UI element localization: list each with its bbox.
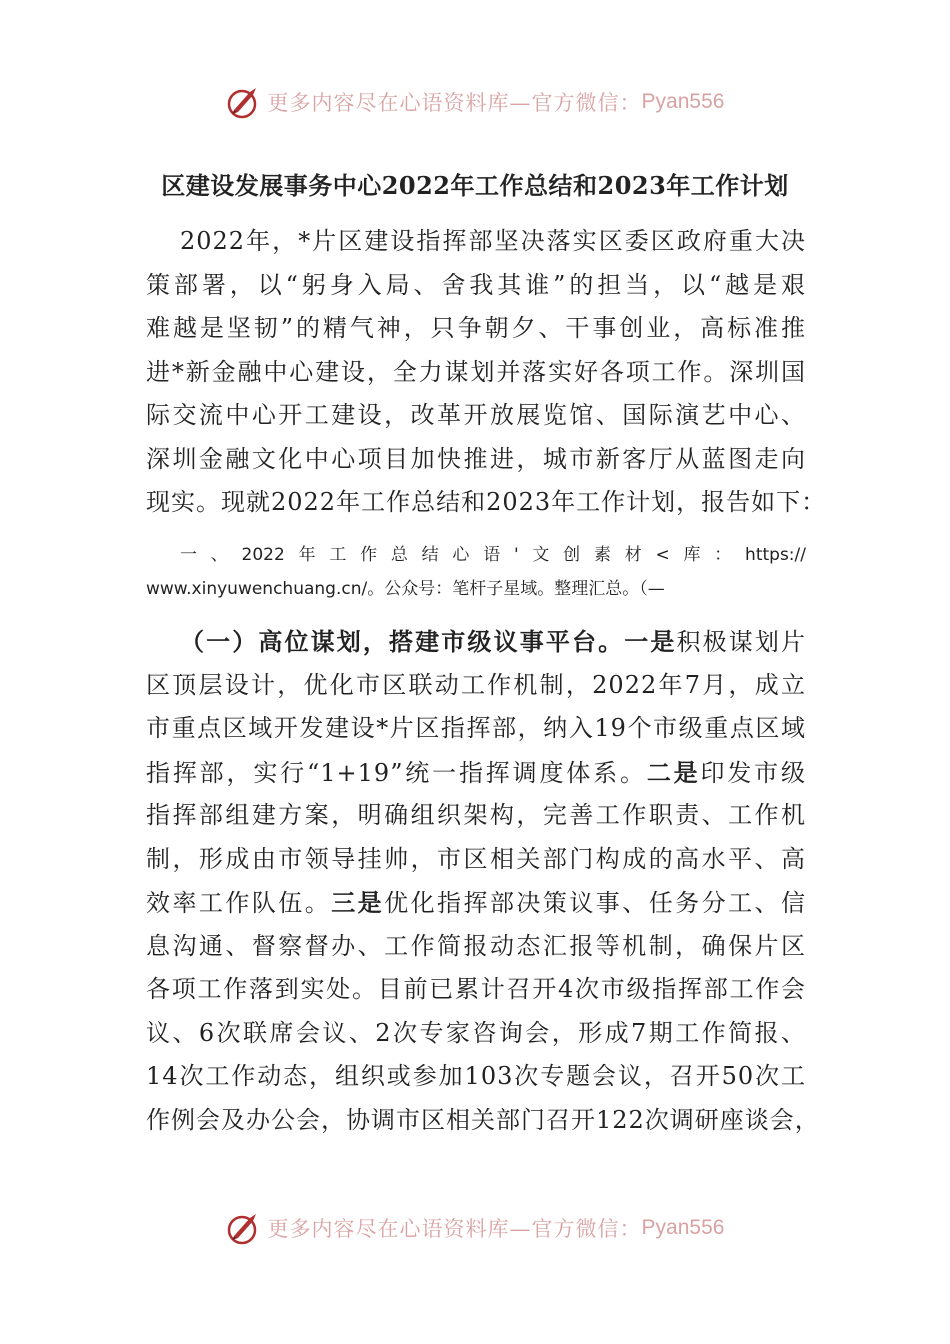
line-text: 积极谋划片 xyxy=(676,628,807,656)
paragraph-line xyxy=(146,881,806,925)
header-banner xyxy=(0,82,950,122)
paragraph-line: 进*新金融中心建设，全力谋划并落实好各项工作。深圳国 xyxy=(146,357,806,386)
paragraph-line: 各项工作落到实处。目前已累计召开4次市级指挥部工作会 xyxy=(146,975,806,1003)
paragraph-line: 难越是坚韧”的精气神，只争朝夕、干事创业，高标准推 xyxy=(146,314,806,342)
point-marker: 一是 xyxy=(624,627,677,656)
paragraph-line: 际交流中心开工建设，改革开放展览馆、国际演艺中心、 xyxy=(146,401,806,429)
paragraph-line: 现实。现就2022年工作总结和2023年工作计划，报告如下： xyxy=(146,488,827,516)
subsection-heading: （一）高位谋划，搭建市级议事平台。 xyxy=(180,627,625,656)
subsection-paragraph xyxy=(146,620,820,1142)
paragraph-line: 14次工作动态，组织或参加103次专题会议，召开50次工 xyxy=(146,1062,806,1090)
line-text: 印发市级 xyxy=(700,758,807,787)
document-title: 区建设发展事务中心2022年工作总结和2023年工作计划 xyxy=(161,171,789,200)
paragraph-line: 息沟通、督察督办、工作简报动态汇报等机制，确保片区 xyxy=(146,931,806,960)
pen-nib-logo-icon xyxy=(226,84,262,120)
intro-paragraph xyxy=(146,220,827,525)
point-marker: 二是 xyxy=(646,757,701,787)
paragraph-line: 策部署，以“躬身入局、舍我其谁”的担当，以“越是艰 xyxy=(146,270,806,299)
paragraph-line: 区顶层设计，优化市区联动工作机制，2022年7月，成立 xyxy=(146,670,806,699)
section-heading xyxy=(146,538,806,606)
banner-text: 更多内容尽在心语资料库—官方微信： xyxy=(267,91,642,115)
section-heading-line: www.xinyuwenchuang.cn/。公众号：笔杆子星域。整理汇总。（— xyxy=(146,579,665,599)
point-marker: 三是 xyxy=(331,888,385,917)
pen-nib-logo-icon xyxy=(226,1210,262,1246)
banner-wechat-id: Pyan556 xyxy=(641,1216,725,1239)
paragraph-line: 制，形成由市领导挂帅，市区相关部门构成的高水平、高 xyxy=(146,844,806,873)
line-text: 指挥部，实行“1+19”统一指挥调度体系。 xyxy=(146,758,647,787)
paragraph-line: 2022年，*片区建设指挥部坚决落实区委区政府重大决 xyxy=(180,227,806,255)
footer-banner xyxy=(0,1208,950,1248)
paragraph-line: 议、6次联席会议、2次专家咨询会，形成7期工作简报、 xyxy=(146,1018,806,1047)
banner-wechat-id: Pyan556 xyxy=(641,90,725,113)
section-heading-line: 一、2022年工作总结心语'文创素材<库：https:// xyxy=(180,545,806,565)
line-text: 效率工作队伍。 xyxy=(146,889,332,917)
paragraph-line xyxy=(146,751,806,795)
paragraph-line xyxy=(146,620,806,664)
banner-text: 更多内容尽在心语资料库—官方微信： xyxy=(267,1217,642,1241)
paragraph-line: 深圳金融文化中心项目加快推进，城市新客厅从蓝图走向 xyxy=(146,444,806,473)
paragraph-line: 市重点区域开发建设*片区指挥部，纳入19个市级重点区域 xyxy=(146,714,806,742)
line-text: 优化指挥部决策议事、任务分工、信 xyxy=(384,889,807,917)
paragraph-line: 作例会及办公会，协调市区相关部门召开122次调研座谈会， xyxy=(146,1105,820,1134)
paragraph-line: 指挥部组建方案，明确组织架构，完善工作职责、工作机 xyxy=(146,801,806,829)
